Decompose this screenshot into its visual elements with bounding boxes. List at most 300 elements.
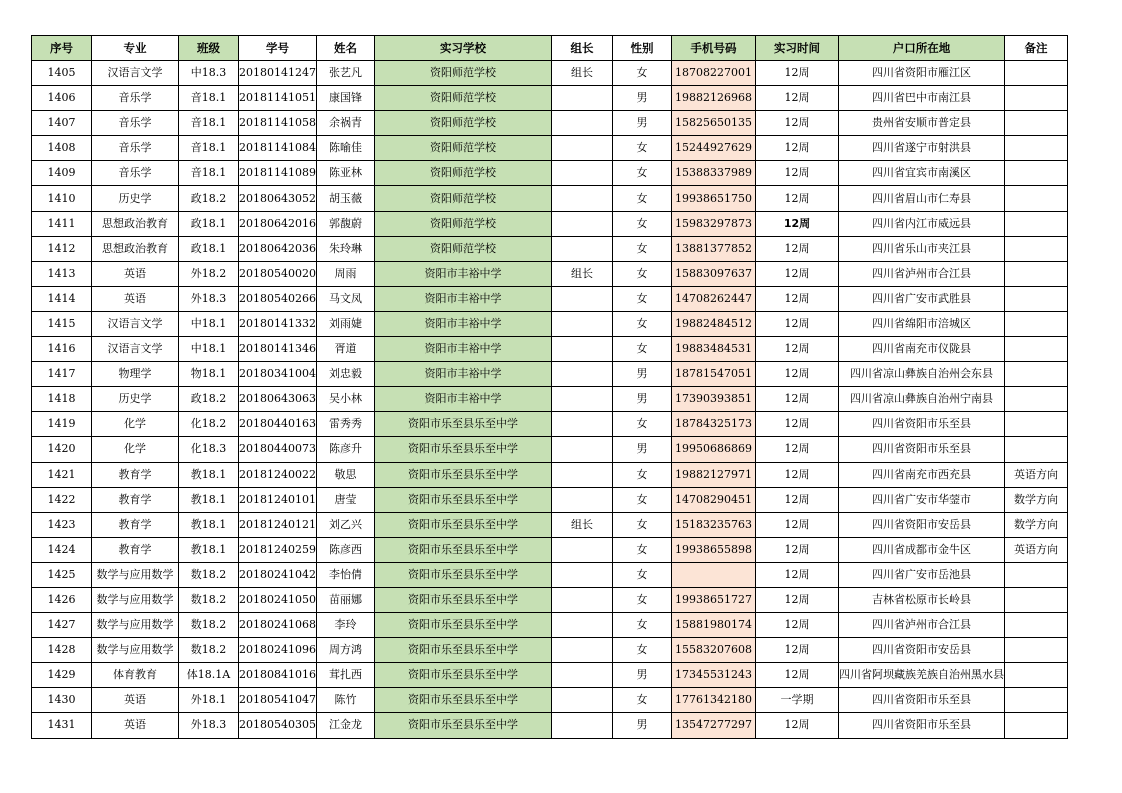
cell-index: 1423 bbox=[32, 512, 92, 537]
cell-major: 英语 bbox=[92, 261, 179, 286]
cell-major: 数学与应用数学 bbox=[92, 638, 179, 663]
cell-major: 汉语言文学 bbox=[92, 337, 179, 362]
cell-gender: 女 bbox=[612, 638, 671, 663]
table-row bbox=[32, 663, 1068, 688]
cell-notes bbox=[1004, 713, 1067, 738]
cell-duration: 12周 bbox=[755, 387, 838, 412]
cell-phone: 18781547051 bbox=[671, 362, 755, 387]
table-row bbox=[32, 613, 1068, 638]
cell-duration: 12周 bbox=[755, 261, 838, 286]
cell-gender: 女 bbox=[612, 562, 671, 587]
cell-phone: 19950686869 bbox=[671, 437, 755, 462]
cell-index: 1409 bbox=[32, 161, 92, 186]
cell-index: 1422 bbox=[32, 487, 92, 512]
cell-class: 外18.2 bbox=[179, 261, 239, 286]
cell-major: 物理学 bbox=[92, 362, 179, 387]
cell-leader: 组长 bbox=[551, 261, 612, 286]
cell-school: 资阳市乐至县乐至中学 bbox=[374, 512, 551, 537]
col-header-index: 序号 bbox=[32, 36, 92, 61]
cell-student-id: 20180341004 bbox=[239, 362, 317, 387]
table-row bbox=[32, 587, 1068, 612]
cell-school: 资阳市乐至县乐至中学 bbox=[374, 412, 551, 437]
cell-hometown: 四川省内江市威远县 bbox=[838, 211, 1004, 236]
cell-name: 周雨 bbox=[316, 261, 374, 286]
cell-major: 音乐学 bbox=[92, 161, 179, 186]
cell-major: 数学与应用数学 bbox=[92, 562, 179, 587]
cell-school: 资阳市乐至县乐至中学 bbox=[374, 688, 551, 713]
cell-index: 1419 bbox=[32, 412, 92, 437]
table-body bbox=[32, 61, 1068, 739]
cell-class: 政18.1 bbox=[179, 211, 239, 236]
cell-notes bbox=[1004, 111, 1067, 136]
cell-phone: 15881980174 bbox=[671, 613, 755, 638]
cell-duration: 12周 bbox=[755, 537, 838, 562]
cell-major: 英语 bbox=[92, 688, 179, 713]
cell-name: 郭馥蔚 bbox=[316, 211, 374, 236]
cell-phone: 15244927629 bbox=[671, 136, 755, 161]
cell-school: 资阳师范学校 bbox=[374, 186, 551, 211]
cell-name: 苗丽娜 bbox=[316, 587, 374, 612]
cell-notes bbox=[1004, 362, 1067, 387]
cell-student-id: 20181141058 bbox=[239, 111, 317, 136]
cell-class: 外18.3 bbox=[179, 286, 239, 311]
cell-school: 资阳市乐至县乐至中学 bbox=[374, 462, 551, 487]
cell-school: 资阳市乐至县乐至中学 bbox=[374, 562, 551, 587]
cell-duration: 12周 bbox=[755, 161, 838, 186]
cell-duration: 12周 bbox=[755, 638, 838, 663]
cell-hometown: 四川省乐山市夹江县 bbox=[838, 236, 1004, 261]
cell-gender: 男 bbox=[612, 111, 671, 136]
col-header-school: 实习学校 bbox=[374, 36, 551, 61]
cell-major: 音乐学 bbox=[92, 136, 179, 161]
cell-name: 余祸青 bbox=[316, 111, 374, 136]
cell-notes bbox=[1004, 613, 1067, 638]
cell-class: 中18.1 bbox=[179, 311, 239, 336]
cell-student-id: 20181141084 bbox=[239, 136, 317, 161]
table-row bbox=[32, 261, 1068, 286]
cell-hometown: 四川省资阳市安岳县 bbox=[838, 512, 1004, 537]
cell-index: 1412 bbox=[32, 236, 92, 261]
col-header-class: 班级 bbox=[179, 36, 239, 61]
cell-gender: 女 bbox=[612, 613, 671, 638]
cell-phone: 19938655898 bbox=[671, 537, 755, 562]
cell-name: 刘乙兴 bbox=[316, 512, 374, 537]
cell-gender: 女 bbox=[612, 211, 671, 236]
cell-notes: 数学方向 bbox=[1004, 487, 1067, 512]
col-header-phone: 手机号码 bbox=[671, 36, 755, 61]
cell-duration: 12周 bbox=[755, 86, 838, 111]
table-row bbox=[32, 562, 1068, 587]
table-row bbox=[32, 61, 1068, 86]
cell-gender: 女 bbox=[612, 161, 671, 186]
table-row bbox=[32, 412, 1068, 437]
cell-duration: 12周 bbox=[755, 186, 838, 211]
cell-duration: 12周 bbox=[755, 286, 838, 311]
cell-hometown: 四川省广安市华蓥市 bbox=[838, 487, 1004, 512]
table-row bbox=[32, 86, 1068, 111]
cell-class: 化18.2 bbox=[179, 412, 239, 437]
cell-school: 资阳师范学校 bbox=[374, 86, 551, 111]
cell-gender: 男 bbox=[612, 86, 671, 111]
cell-notes bbox=[1004, 587, 1067, 612]
cell-phone: 13881377852 bbox=[671, 236, 755, 261]
cell-class: 数18.2 bbox=[179, 587, 239, 612]
cell-gender: 男 bbox=[612, 437, 671, 462]
cell-school: 资阳市乐至县乐至中学 bbox=[374, 487, 551, 512]
cell-leader bbox=[551, 487, 612, 512]
cell-name: 刘雨婕 bbox=[316, 311, 374, 336]
cell-leader bbox=[551, 613, 612, 638]
cell-duration: 12周 bbox=[755, 487, 838, 512]
cell-name: 李玲 bbox=[316, 613, 374, 638]
cell-leader bbox=[551, 111, 612, 136]
cell-class: 政18.1 bbox=[179, 236, 239, 261]
cell-index: 1425 bbox=[32, 562, 92, 587]
cell-phone: 17761342180 bbox=[671, 688, 755, 713]
cell-school: 资阳市乐至县乐至中学 bbox=[374, 638, 551, 663]
cell-hometown: 四川省绵阳市涪城区 bbox=[838, 311, 1004, 336]
cell-leader bbox=[551, 638, 612, 663]
cell-name: 康国锋 bbox=[316, 86, 374, 111]
cell-notes bbox=[1004, 261, 1067, 286]
cell-duration: 12周 bbox=[755, 412, 838, 437]
cell-school: 资阳市丰裕中学 bbox=[374, 337, 551, 362]
cell-gender: 女 bbox=[612, 587, 671, 612]
cell-leader bbox=[551, 136, 612, 161]
cell-index: 1415 bbox=[32, 311, 92, 336]
cell-class: 音18.1 bbox=[179, 136, 239, 161]
cell-major: 化学 bbox=[92, 412, 179, 437]
cell-notes bbox=[1004, 286, 1067, 311]
cell-phone: 19883484531 bbox=[671, 337, 755, 362]
cell-student-id: 20180540020 bbox=[239, 261, 317, 286]
cell-name: 周方鸿 bbox=[316, 638, 374, 663]
cell-major: 英语 bbox=[92, 713, 179, 738]
cell-notes bbox=[1004, 136, 1067, 161]
col-header-gender: 性别 bbox=[612, 36, 671, 61]
cell-major: 音乐学 bbox=[92, 86, 179, 111]
cell-notes: 数学方向 bbox=[1004, 512, 1067, 537]
cell-name: 陈彦升 bbox=[316, 437, 374, 462]
cell-name: 胡玉薇 bbox=[316, 186, 374, 211]
cell-hometown: 贵州省安顺市普定县 bbox=[838, 111, 1004, 136]
cell-student-id: 20180241042 bbox=[239, 562, 317, 587]
cell-name: 张艺凡 bbox=[316, 61, 374, 86]
cell-school: 资阳市乐至县乐至中学 bbox=[374, 663, 551, 688]
cell-student-id: 20181240121 bbox=[239, 512, 317, 537]
cell-index: 1410 bbox=[32, 186, 92, 211]
cell-class: 数18.2 bbox=[179, 613, 239, 638]
cell-class: 中18.1 bbox=[179, 337, 239, 362]
cell-hometown: 四川省遂宁市射洪县 bbox=[838, 136, 1004, 161]
cell-student-id: 20180841016 bbox=[239, 663, 317, 688]
cell-index: 1408 bbox=[32, 136, 92, 161]
table-row bbox=[32, 236, 1068, 261]
cell-notes bbox=[1004, 236, 1067, 261]
cell-phone: 13547277297 bbox=[671, 713, 755, 738]
col-header-duration: 实习时间 bbox=[755, 36, 838, 61]
cell-leader bbox=[551, 236, 612, 261]
cell-hometown: 四川省资阳市安岳县 bbox=[838, 638, 1004, 663]
col-header-student-id: 学号 bbox=[239, 36, 317, 61]
cell-index: 1430 bbox=[32, 688, 92, 713]
cell-index: 1416 bbox=[32, 337, 92, 362]
cell-gender: 女 bbox=[612, 311, 671, 336]
cell-student-id: 20180241096 bbox=[239, 638, 317, 663]
cell-gender: 女 bbox=[612, 61, 671, 86]
cell-gender: 女 bbox=[612, 462, 671, 487]
cell-student-id: 20180541047 bbox=[239, 688, 317, 713]
cell-school: 资阳师范学校 bbox=[374, 136, 551, 161]
cell-duration: 12周 bbox=[755, 236, 838, 261]
cell-school: 资阳市乐至县乐至中学 bbox=[374, 587, 551, 612]
cell-index: 1417 bbox=[32, 362, 92, 387]
cell-notes bbox=[1004, 311, 1067, 336]
cell-name: 雷秀秀 bbox=[316, 412, 374, 437]
cell-leader bbox=[551, 587, 612, 612]
cell-class: 教18.1 bbox=[179, 512, 239, 537]
cell-gender: 女 bbox=[612, 261, 671, 286]
cell-hometown: 四川省成都市金牛区 bbox=[838, 537, 1004, 562]
cell-phone: 15825650135 bbox=[671, 111, 755, 136]
cell-school: 资阳市乐至县乐至中学 bbox=[374, 613, 551, 638]
cell-student-id: 20180643063 bbox=[239, 387, 317, 412]
cell-name: 陈亚林 bbox=[316, 161, 374, 186]
cell-phone: 19882484512 bbox=[671, 311, 755, 336]
cell-student-id: 20180440163 bbox=[239, 412, 317, 437]
cell-class: 教18.1 bbox=[179, 487, 239, 512]
cell-leader bbox=[551, 362, 612, 387]
cell-major: 思想政治教育 bbox=[92, 236, 179, 261]
cell-index: 1418 bbox=[32, 387, 92, 412]
cell-phone: 17390393851 bbox=[671, 387, 755, 412]
cell-duration: 12周 bbox=[755, 663, 838, 688]
cell-index: 1414 bbox=[32, 286, 92, 311]
table-row bbox=[32, 437, 1068, 462]
cell-notes bbox=[1004, 663, 1067, 688]
cell-hometown: 四川省广安市岳池县 bbox=[838, 562, 1004, 587]
cell-name: 陈竹 bbox=[316, 688, 374, 713]
cell-index: 1406 bbox=[32, 86, 92, 111]
cell-class: 音18.1 bbox=[179, 161, 239, 186]
cell-class: 政18.2 bbox=[179, 186, 239, 211]
cell-notes bbox=[1004, 86, 1067, 111]
cell-leader bbox=[551, 713, 612, 738]
cell-phone: 14708290451 bbox=[671, 487, 755, 512]
cell-major: 历史学 bbox=[92, 387, 179, 412]
cell-leader bbox=[551, 86, 612, 111]
table-row bbox=[32, 211, 1068, 236]
cell-hometown: 四川省资阳市乐至县 bbox=[838, 437, 1004, 462]
cell-student-id: 20180241050 bbox=[239, 587, 317, 612]
cell-school: 资阳师范学校 bbox=[374, 236, 551, 261]
cell-gender: 女 bbox=[612, 412, 671, 437]
cell-name: 陈喻佳 bbox=[316, 136, 374, 161]
cell-name: 江金龙 bbox=[316, 713, 374, 738]
cell-notes bbox=[1004, 337, 1067, 362]
cell-notes bbox=[1004, 688, 1067, 713]
cell-major: 体育教育 bbox=[92, 663, 179, 688]
cell-index: 1429 bbox=[32, 663, 92, 688]
cell-student-id: 20180141247 bbox=[239, 61, 317, 86]
cell-duration: 12周 bbox=[755, 713, 838, 738]
cell-class: 数18.2 bbox=[179, 638, 239, 663]
table-row bbox=[32, 638, 1068, 663]
cell-hometown: 四川省泸州市合江县 bbox=[838, 613, 1004, 638]
cell-major: 音乐学 bbox=[92, 111, 179, 136]
cell-name: 陈彦西 bbox=[316, 537, 374, 562]
table-row bbox=[32, 387, 1068, 412]
cell-notes bbox=[1004, 186, 1067, 211]
cell-student-id: 20180440073 bbox=[239, 437, 317, 462]
cell-phone: 14708262447 bbox=[671, 286, 755, 311]
cell-class: 化18.3 bbox=[179, 437, 239, 462]
cell-school: 资阳市丰裕中学 bbox=[374, 261, 551, 286]
cell-major: 教育学 bbox=[92, 512, 179, 537]
cell-leader bbox=[551, 161, 612, 186]
cell-school: 资阳师范学校 bbox=[374, 211, 551, 236]
table-row bbox=[32, 337, 1068, 362]
cell-index: 1421 bbox=[32, 462, 92, 487]
cell-school: 资阳市乐至县乐至中学 bbox=[374, 713, 551, 738]
cell-major: 教育学 bbox=[92, 462, 179, 487]
cell-class: 音18.1 bbox=[179, 86, 239, 111]
cell-major: 教育学 bbox=[92, 537, 179, 562]
cell-class: 外18.1 bbox=[179, 688, 239, 713]
header-row bbox=[32, 36, 1068, 61]
cell-gender: 女 bbox=[612, 136, 671, 161]
cell-class: 体18.1A bbox=[179, 663, 239, 688]
cell-student-id: 20181141089 bbox=[239, 161, 317, 186]
cell-student-id: 20180642016 bbox=[239, 211, 317, 236]
cell-duration: 12周 bbox=[755, 362, 838, 387]
cell-hometown: 四川省资阳市乐至县 bbox=[838, 713, 1004, 738]
cell-duration: 12周 bbox=[755, 337, 838, 362]
cell-major: 历史学 bbox=[92, 186, 179, 211]
col-header-hometown: 户口所在地 bbox=[838, 36, 1004, 61]
cell-hometown: 四川省南充市仪陇县 bbox=[838, 337, 1004, 362]
cell-gender: 女 bbox=[612, 537, 671, 562]
cell-phone: 15388337989 bbox=[671, 161, 755, 186]
cell-class: 中18.3 bbox=[179, 61, 239, 86]
cell-hometown: 四川省眉山市仁寿县 bbox=[838, 186, 1004, 211]
cell-duration: 12周 bbox=[755, 136, 838, 161]
cell-phone: 19882127971 bbox=[671, 462, 755, 487]
cell-leader bbox=[551, 688, 612, 713]
cell-leader bbox=[551, 286, 612, 311]
table-row bbox=[32, 136, 1068, 161]
cell-phone bbox=[671, 562, 755, 587]
cell-gender: 女 bbox=[612, 286, 671, 311]
cell-phone: 19882126968 bbox=[671, 86, 755, 111]
cell-index: 1407 bbox=[32, 111, 92, 136]
cell-gender: 男 bbox=[612, 362, 671, 387]
table-row bbox=[32, 487, 1068, 512]
cell-phone: 18784325173 bbox=[671, 412, 755, 437]
cell-hometown: 四川省阿坝藏族羌族自治州黑水县 bbox=[838, 663, 1004, 688]
cell-duration: 12周 bbox=[755, 61, 838, 86]
cell-hometown: 四川省凉山彝族自治州会东县 bbox=[838, 362, 1004, 387]
cell-name: 唐莹 bbox=[316, 487, 374, 512]
cell-major: 汉语言文学 bbox=[92, 61, 179, 86]
cell-school: 资阳师范学校 bbox=[374, 111, 551, 136]
cell-duration: 12周 bbox=[755, 437, 838, 462]
cell-phone: 18708227001 bbox=[671, 61, 755, 86]
cell-index: 1411 bbox=[32, 211, 92, 236]
cell-leader bbox=[551, 311, 612, 336]
cell-student-id: 20181240101 bbox=[239, 487, 317, 512]
cell-student-id: 20180540266 bbox=[239, 286, 317, 311]
cell-name: 朱玲琳 bbox=[316, 236, 374, 261]
table-row bbox=[32, 111, 1068, 136]
cell-notes bbox=[1004, 638, 1067, 663]
cell-school: 资阳师范学校 bbox=[374, 161, 551, 186]
cell-school: 资阳市丰裕中学 bbox=[374, 387, 551, 412]
cell-major: 数学与应用数学 bbox=[92, 587, 179, 612]
cell-student-id: 20180540305 bbox=[239, 713, 317, 738]
cell-school: 资阳市乐至县乐至中学 bbox=[374, 437, 551, 462]
cell-index: 1426 bbox=[32, 587, 92, 612]
cell-phone: 17345531243 bbox=[671, 663, 755, 688]
cell-leader: 组长 bbox=[551, 512, 612, 537]
cell-student-id: 20180241068 bbox=[239, 613, 317, 638]
col-header-name: 姓名 bbox=[316, 36, 374, 61]
cell-notes bbox=[1004, 412, 1067, 437]
cell-hometown: 四川省资阳市乐至县 bbox=[838, 412, 1004, 437]
cell-name: 吴小林 bbox=[316, 387, 374, 412]
cell-name: 敬思 bbox=[316, 462, 374, 487]
cell-duration: 12周 bbox=[755, 613, 838, 638]
cell-duration: 12周 bbox=[755, 211, 838, 236]
cell-index: 1420 bbox=[32, 437, 92, 462]
cell-class: 外18.3 bbox=[179, 713, 239, 738]
cell-major: 数学与应用数学 bbox=[92, 613, 179, 638]
cell-hometown: 四川省资阳市乐至县 bbox=[838, 688, 1004, 713]
cell-student-id: 20180642036 bbox=[239, 236, 317, 261]
col-header-leader: 组长 bbox=[551, 36, 612, 61]
cell-leader bbox=[551, 537, 612, 562]
cell-gender: 男 bbox=[612, 387, 671, 412]
cell-major: 思想政治教育 bbox=[92, 211, 179, 236]
student-internship-table bbox=[31, 35, 1068, 739]
cell-index: 1428 bbox=[32, 638, 92, 663]
cell-hometown: 四川省凉山彝族自治州宁南县 bbox=[838, 387, 1004, 412]
cell-school: 资阳市乐至县乐至中学 bbox=[374, 537, 551, 562]
cell-leader bbox=[551, 186, 612, 211]
cell-hometown: 吉林省松原市长岭县 bbox=[838, 587, 1004, 612]
cell-notes: 英语方向 bbox=[1004, 462, 1067, 487]
cell-class: 教18.1 bbox=[179, 462, 239, 487]
cell-duration: 12周 bbox=[755, 111, 838, 136]
cell-name: 刘忠毅 bbox=[316, 362, 374, 387]
cell-notes bbox=[1004, 161, 1067, 186]
cell-hometown: 四川省南充市西充县 bbox=[838, 462, 1004, 487]
cell-phone: 19938651727 bbox=[671, 587, 755, 612]
cell-gender: 女 bbox=[612, 186, 671, 211]
cell-gender: 男 bbox=[612, 663, 671, 688]
cell-class: 物18.1 bbox=[179, 362, 239, 387]
cell-name: 李怡倩 bbox=[316, 562, 374, 587]
cell-leader bbox=[551, 337, 612, 362]
cell-leader bbox=[551, 412, 612, 437]
cell-leader: 组长 bbox=[551, 61, 612, 86]
cell-leader bbox=[551, 562, 612, 587]
cell-index: 1431 bbox=[32, 713, 92, 738]
table-row bbox=[32, 512, 1068, 537]
cell-leader bbox=[551, 663, 612, 688]
cell-leader bbox=[551, 387, 612, 412]
cell-school: 资阳市丰裕中学 bbox=[374, 286, 551, 311]
